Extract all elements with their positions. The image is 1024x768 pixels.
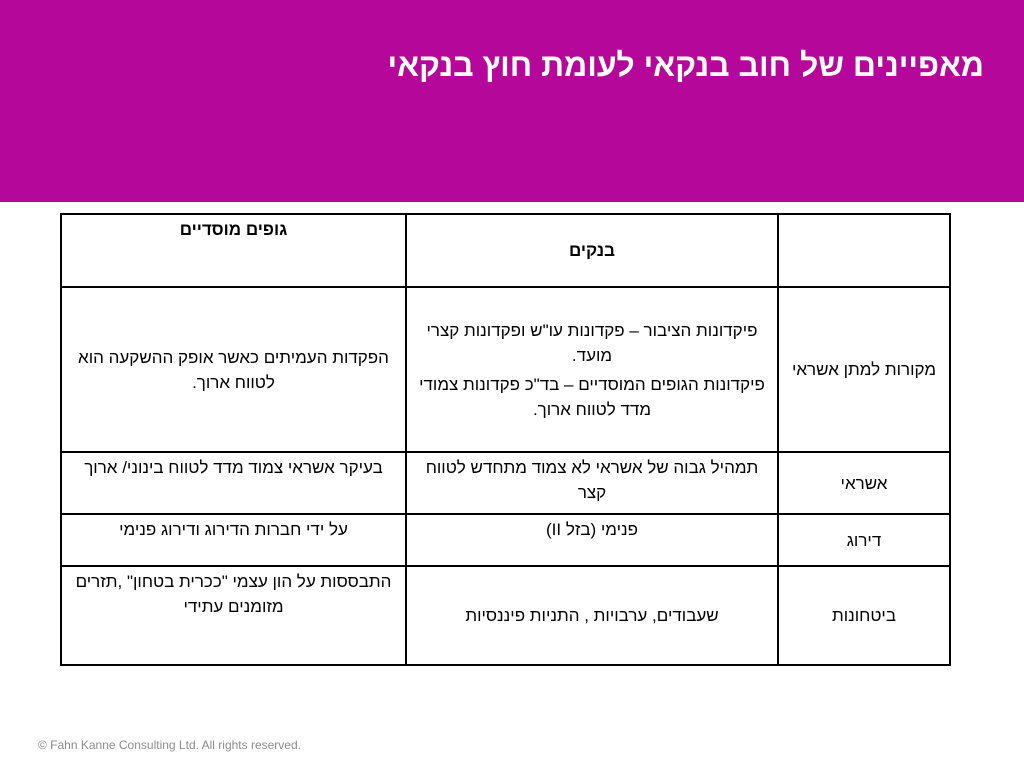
banks-sources-paragraph: פיקדונות הציבור – פקדונות עו"ש ופקדונות קצרי מועד. — [426, 320, 758, 365]
table-row-credit-sources — [61, 287, 950, 452]
header-cell-institutions: גופים מוסדיים — [61, 214, 406, 287]
cell-institutions-rating: על ידי חברות הדירוג ודירוג פנימי — [61, 514, 406, 566]
table-row-credit — [61, 452, 950, 514]
header-cell-label — [778, 214, 950, 287]
row-label-credit: אשראי — [778, 452, 950, 514]
table-row-collateral — [61, 566, 950, 665]
cell-banks-rating — [406, 514, 778, 566]
comparison-table — [60, 213, 951, 666]
banks-sources-paragraph: פיקדונות הגופים המוסדיים – בד"כ פקדונות צמודי מדד לטווח ארוך. — [419, 374, 765, 419]
cell-banks-credit-sources — [406, 287, 778, 452]
cell-institutions-credit-sources: הפקדות העמיתים כאשר אופק ההשקעה הוא לטווח ארוך. — [61, 287, 406, 452]
table-row-rating — [61, 514, 950, 566]
copyright-footer: © Fahn Kanne Consulting Ltd. All rights reserved. — [38, 738, 301, 752]
slide-title: מאפיינים של חוב בנקאי לעומת חוץ בנקאי — [387, 47, 984, 83]
cell-institutions-collateral: התבססות על הון עצמי "ככרית בטחון" ,תזרים מזומנים עתידי — [61, 566, 406, 665]
header-band — [0, 0, 1024, 202]
cell-institutions-credit: בעיקר אשראי צמוד מדד לטווח בינוני/ ארוך — [61, 452, 406, 514]
row-label-collateral: ביטחונות — [778, 566, 950, 665]
cell-banks-credit: תמהיל גבוה של אשראי לא צמוד מתחדש לטווח קצר — [406, 452, 778, 514]
cell-banks-collateral: שעבודים, ערבויות , התניות פיננסיות — [406, 566, 778, 665]
row-label-rating: דירוג — [778, 514, 950, 566]
table-header-row — [61, 214, 950, 287]
header-cell-banks: בנקים — [406, 214, 778, 287]
row-label-credit-sources: מקורות למתן אשראי — [778, 287, 950, 452]
banks-rating-text: פנימי (בזל II) — [545, 520, 639, 539]
